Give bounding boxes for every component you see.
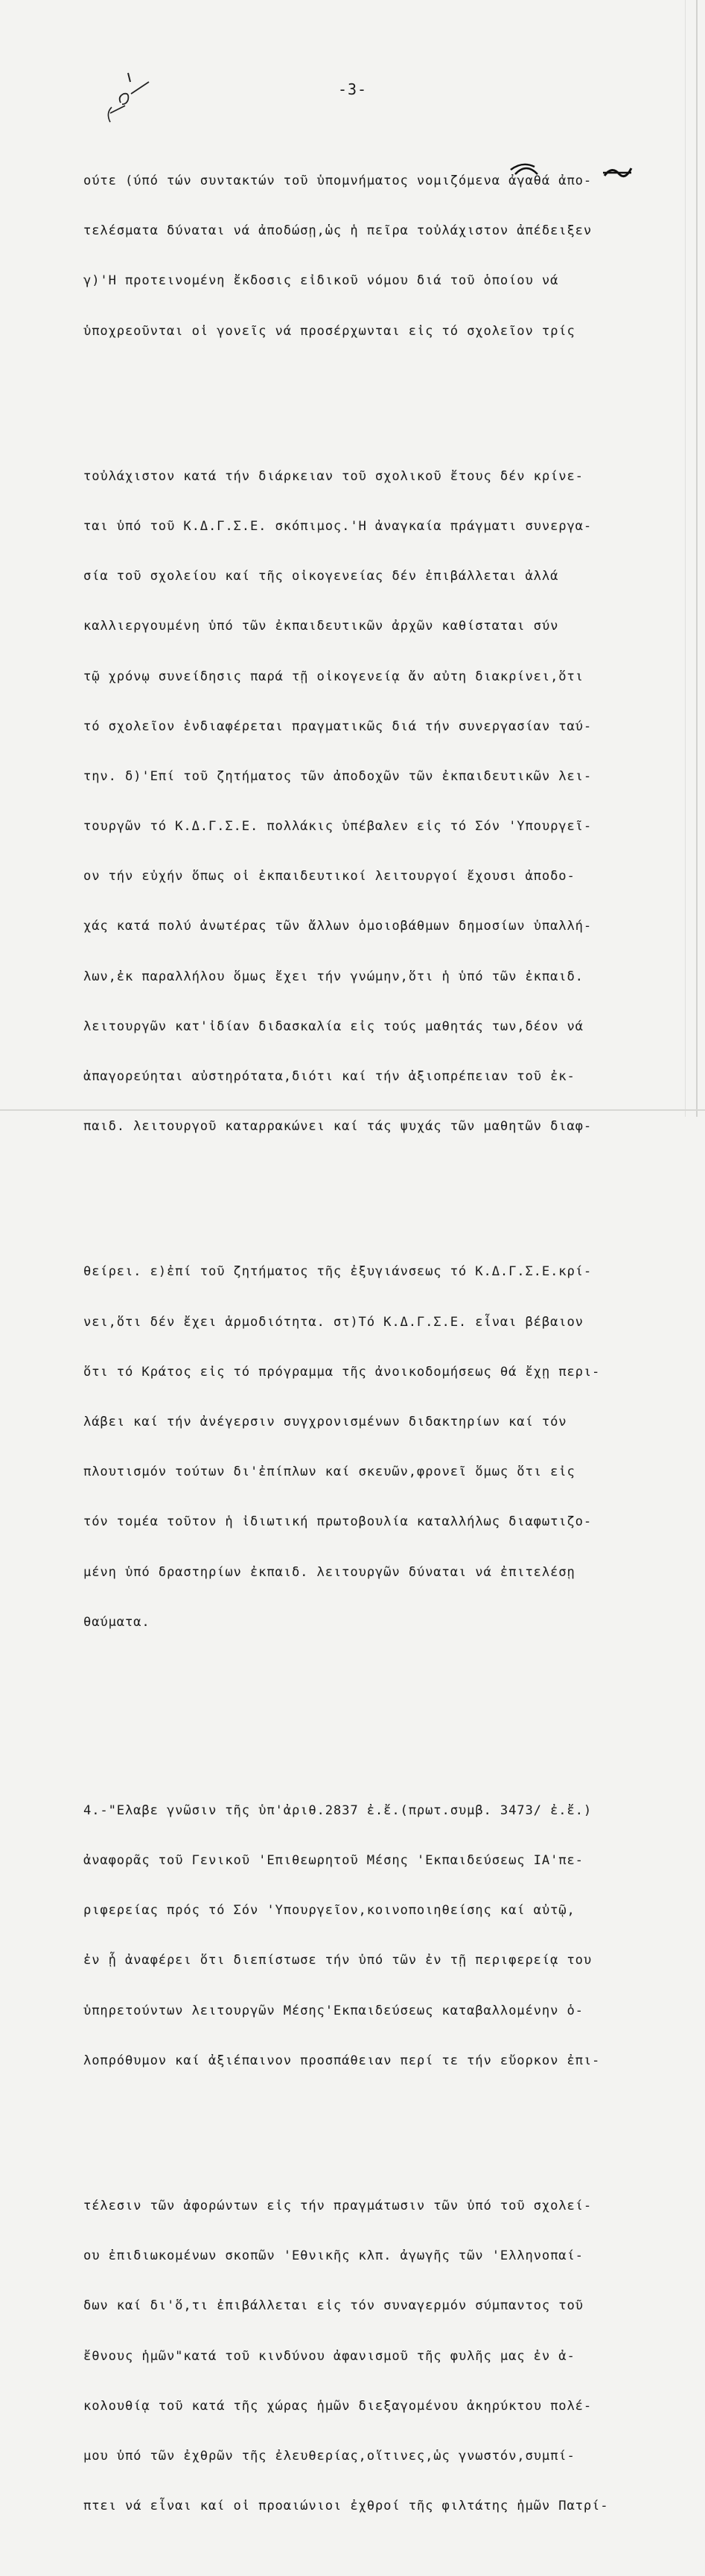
text-line: πτει νά εἶναι καί οἱ προαιώνιοι ἐχθροί τῆς φιλτάτης ἡμῶν Πατρί- [83,2499,609,2514]
paragraph [83,141,685,372]
text-line: σία τοῦ σχολείου καί τῆς οἰκογενείας δέν ἐπιβάλλεται ἀλλά [83,569,559,584]
text-line: ου ἐπιδιωκομένων σκοπῶν 'Εθνικῆς κλπ. ἀγωγῆς τῶν 'Ελληνοπαί- [83,2248,584,2264]
text-line: τόν τομέα τοῦτον ἡ ἰδιωτική πρωτοβουλία καταλλήλως διαφωτιζο- [83,1514,593,1530]
text-line: ον τήν εὐχήν ὅπως οἱ ἐκπαιδευτικοί λειτουργοί ἔχουσι ἀποδο- [83,869,575,884]
paragraph-item-4 [83,1771,685,2101]
text-line: καλλιεργουμένη ὑπό τῶν ἐκπαιδευτικῶν ἀρχῶν καθίσταται σύν [83,619,559,634]
text-line: ἀναφορᾶς τοῦ Γενικοῦ 'Επιθεωρητοῦ Μέσης 'Εκπαιδεύσεως ΙΑ'πε- [83,1853,584,1869]
text-line: 4.-"Ελαβε γνῶσιν τῆς ὑπ'ἀριθ.2837 ἐ.ἔ.(πρωτ.συμβ. 3473/ ἐ.ἔ.) [83,1802,593,1818]
page-number: -3- [337,80,368,98]
text-line: τῷ χρόνῳ συνείδησις παρά τῇ οἰκογενείᾳ ἄν αὐτη διακρίνει,ὅτι [83,669,584,684]
text-line: λειτουργῶν κατ'ἰδίαν διδασκαλία εἰς τούς μαθητάς των,δέον νά [83,1018,584,1034]
typewritten-body [83,112,685,2576]
text-line: ὑπηρετούντων λειτουργῶν Μέσης'Εκπαιδεύσεως καταβαλλομένην ὁ- [83,2003,584,2018]
text-line: λοπρόθυμον καί ἀξιέπαινον προσπάθειαν περί τε τήν εὔορκον ἐπι- [83,2053,601,2068]
text-line: θείρει. ε)ἐπί τοῦ ζητήματος τῆς ἐξυγιάνσεως τό Κ.Δ.Γ.Σ.Ε.κρί- [83,1264,593,1280]
text-line: ὑποχρεοῦνται οἱ γονεῖς νά προσέρχωνται εἰς τό σχολεῖον τρίς [83,323,575,339]
text-line: ται ὑπό τοῦ Κ.Δ.Γ.Σ.Ε. σκόπιμος.'Η ἀναγκαία πράγματι συνεργα- [83,518,593,534]
page-edge-line-inner [685,0,686,1117]
paragraph [83,437,685,1167]
text-line: παιδ. λειτουργοῦ καταρρακώνει καί τάς ψυχάς τῶν μαθητῶν διαφ- [83,1119,593,1135]
text-line: τό σχολεῖον ἐνδιαφέρεται πραγματικῶς διά τήν συνεργασίαν ταύ- [83,718,593,734]
text-line: ἔθνους ἡμῶν"κατά τοῦ κινδύνου ἀφανισμοῦ τῆς φυλῆς μας ἐν ἀ- [83,2348,575,2364]
text-line: πλουτισμόν τούτων δι'ἐπίπλων καί σκευῶν,φρονεῖ ὅμως ὅτι εἰς [83,1464,575,1480]
text-line: ριφερείας πρός τό Σόν 'Υπουργεῖον,κοινοποιηθείσης καί αὐτῷ, [83,1903,575,1919]
text-line: δων καί δι'ὅ,τι ἐπιβάλλεται εἰς τόν συναγερμόν σύμπαντος τοῦ [83,2298,584,2314]
text-line: τοὐλάχιστον κατά τήν διάρκειαν τοῦ σχολικοῦ ἔτους δέν κρίνε- [83,468,584,484]
text-line: τελέσματα δύναται νά ἀποδώσῃ,ὡς ἡ πεῖρα τοὐλάχιστον ἀπέδειξεν [83,223,593,239]
text-line: ἀπαγορεύηται αὐστηρότατα,διότι καί τήν ἀξιοπρέπειαν τοῦ ἐκ- [83,1069,575,1084]
text-line: τουργῶν τό Κ.Δ.Γ.Σ.Ε. πολλάκις ὑπέβαλεν εἰς τό Σόν 'Υπουργεῖ- [83,819,593,835]
page-edge-line [696,0,698,1117]
text-line: λάβει καί τήν ἀνέγερσιν συγχρονισμένων διδακτηρίων καί τόν [83,1414,567,1429]
text-line: νει,ὅτι δέν ἔχει ἁρμοδιότητα. στ)Τό Κ.Δ.Γ.Σ.Ε. εἶναι βέβαιον [83,1314,584,1330]
text-line: την. δ)'Επί τοῦ ζητήματος τῶν ἀποδοχῶν τῶν ἐκπαιδευτικῶν λει- [83,768,593,784]
paragraph [83,1232,685,1662]
text-line: μου ὑπό τῶν ἐχθρῶν τῆς ἐλευθερίας,οἵτινες,ὡς γνωστόν,συμπί- [83,2448,575,2464]
text-line: ὅτι τό Κράτος εἰς τό πρόγραμμα τῆς ἀνοικοδομήσεως θά ἔχῃ περι- [83,1364,601,1380]
text-line: γ)'Η προτεινομένη ἔκδοσις εἰδικοῦ νόμου διά τοῦ ὁποίου νά [83,273,559,289]
text-line: χάς κατά πολύ ἀνωτέρας τῶν ἄλλων ὁμοιοβάθμων δημοσίων ὑπαλλή- [83,919,593,934]
text-line: μένη ὑπό δραστηρίων ἐκπαιδ. λειτουργῶν δύναται νά ἐπιτελέσῃ [83,1564,575,1580]
text-line: ούτε (ύπό τών συντακτών τοῦ ὑπομνήματος νομιζόμενα ἀγαθά ἀπο- [83,173,593,188]
text-line: κολουθίᾳ τοῦ κατά τῆς χώρας ἡμῶν διεξαγομένου ἀκηρύκτου πολέ- [83,2398,593,2414]
text-line: λων,ἐκ παραλλήλου ὅμως ἔχει τήν γνώμην,ὅτι ἡ ὑπό τῶν ἐκπαιδ. [83,969,584,984]
text-line: θαύματα. [83,1614,150,1630]
text-line: τέλεσιν τῶν ἀφορώντων εἰς τήν πραγμάτωσιν τῶν ὑπό τοῦ σχολεί- [83,2199,593,2213]
text-line: ἐν ᾗ ἀναφέρει ὅτι διεπίστωσε τήν ὑπό τῶν ἐν τῇ περιφερείᾳ του [83,1953,593,1968]
paragraph [83,2167,685,2546]
